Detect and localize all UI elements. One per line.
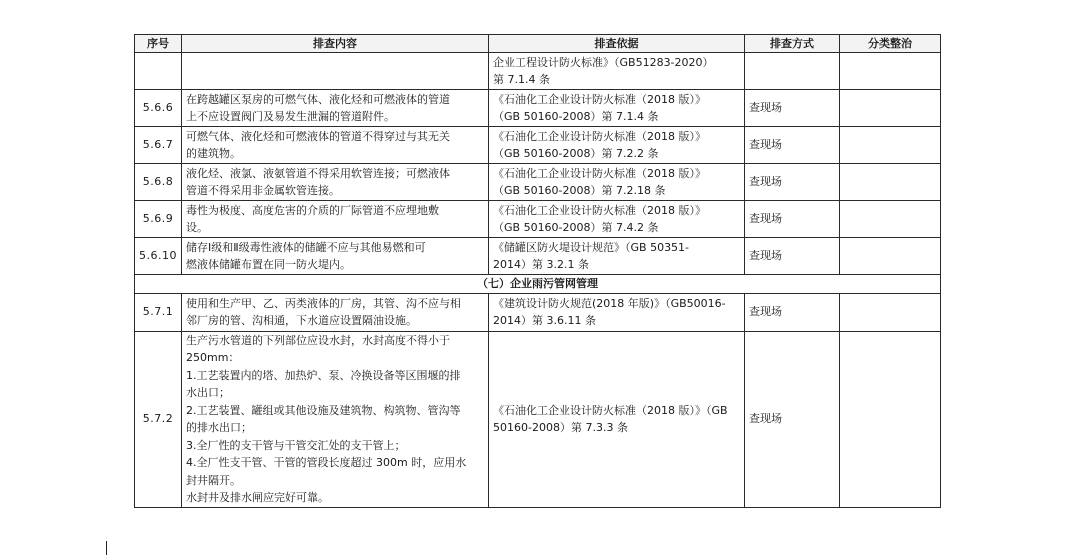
content-line: 毒性为极度、高度危害的介质的厂际管道不应埋地敷 bbox=[186, 203, 439, 217]
cell-content bbox=[182, 53, 489, 90]
content-line: 250mm： bbox=[186, 351, 240, 364]
header-basis: 排查依据 bbox=[489, 35, 745, 53]
cell-content bbox=[182, 127, 489, 164]
basis-line: 《石油化工企业设计防火标准（2018 版）》 bbox=[493, 203, 706, 217]
content-line: 可燃气体、液化烃和可燃液体的管道不得穿过与其无关 bbox=[186, 129, 450, 143]
table-row bbox=[135, 164, 941, 201]
cell-method: 查现场 bbox=[745, 127, 840, 164]
basis-line: 《石油化工企业设计防火标准（2018 版）》 bbox=[493, 166, 706, 180]
table-row bbox=[135, 293, 941, 331]
cell-basis bbox=[489, 164, 745, 201]
header-rectify: 分类整治 bbox=[840, 35, 941, 53]
basis-line: 《建筑设计防火规范(2018 年版)》（GB50016- bbox=[493, 296, 726, 310]
content-line: 邻厂房的管、沟相通，下水道应设置隔油设施。 bbox=[186, 314, 417, 327]
basis-line: 2014）第 3.2.1 条 bbox=[493, 258, 589, 271]
cell-no: 5.6.6 bbox=[135, 90, 182, 127]
cell-rectify bbox=[840, 53, 941, 90]
cell-content bbox=[182, 238, 489, 275]
header-content: 排查内容 bbox=[182, 35, 489, 53]
content-line: 4.全厂性支干管、干管的管段长度超过 300m 时，应用水 bbox=[186, 456, 467, 469]
header-no: 序号 bbox=[135, 35, 182, 53]
cell-no: 5.6.9 bbox=[135, 201, 182, 238]
cell-content bbox=[182, 293, 489, 331]
table-row bbox=[135, 90, 941, 127]
cell-no bbox=[135, 53, 182, 90]
content-line: 3.全厂性的支干管与干管交汇处的支干管上； bbox=[186, 438, 406, 452]
cell-basis bbox=[489, 201, 745, 238]
basis-line: （GB 50160-2008）第 7.2.2 条 bbox=[493, 147, 659, 160]
header-method: 排查方式 bbox=[745, 35, 840, 53]
cell-basis bbox=[489, 331, 745, 507]
cell-basis bbox=[489, 90, 745, 127]
basis-line: （GB 50160-2008）第 7.4.2 条 bbox=[493, 221, 659, 234]
page-edge-mark bbox=[106, 541, 107, 555]
basis-line: 企业工程设计防火标准》（GB51283-2020） bbox=[493, 55, 714, 69]
header-row bbox=[135, 35, 941, 53]
content-line: 的建筑物。 bbox=[186, 147, 241, 160]
cell-method: 查现场 bbox=[745, 164, 840, 201]
basis-line: 50160-2008）第 7.3.3 条 bbox=[493, 421, 628, 434]
cell-rectify bbox=[840, 127, 941, 164]
table-row bbox=[135, 53, 941, 90]
cell-basis bbox=[489, 238, 745, 275]
content-line: 液化烃、液氯、液氨管道不得采用软管连接；可燃液体 bbox=[186, 166, 450, 180]
content-line: 2.工艺装置、罐组或其他设施及建筑物、构筑物、管沟等 bbox=[186, 403, 461, 417]
cell-rectify bbox=[840, 331, 941, 507]
table-row bbox=[135, 238, 941, 275]
cell-content bbox=[182, 201, 489, 238]
content-line: 的排水出口； bbox=[186, 421, 252, 434]
content-line: 设。 bbox=[186, 221, 208, 234]
content-line: 燃液体储罐布置在同一防火堤内。 bbox=[186, 258, 351, 271]
content-line: 封井隔开。 bbox=[186, 473, 241, 487]
cell-rectify bbox=[840, 90, 941, 127]
cell-basis bbox=[489, 293, 745, 331]
basis-line: （GB 50160-2008）第 7.2.18 条 bbox=[493, 184, 666, 197]
cell-no: 5.6.8 bbox=[135, 164, 182, 201]
cell-basis bbox=[489, 53, 745, 90]
content-line: 1.工艺装置内的塔、加热炉、泵、冷换设备等区围堰的排 bbox=[186, 368, 461, 382]
content-line: 上不应设置阀门及易发生泄漏的管道附件。 bbox=[186, 110, 395, 123]
table-row bbox=[135, 331, 941, 507]
section-title: （七）企业雨污管网管理 bbox=[135, 275, 941, 294]
inspection-table bbox=[134, 34, 941, 508]
cell-method bbox=[745, 53, 840, 90]
cell-rectify bbox=[840, 164, 941, 201]
cell-no: 5.6.10 bbox=[135, 238, 182, 275]
cell-method: 查现场 bbox=[745, 331, 840, 507]
cell-rectify bbox=[840, 238, 941, 275]
cell-method: 查现场 bbox=[745, 201, 840, 238]
basis-line: 2014）第 3.6.11 条 bbox=[493, 314, 596, 327]
content-line: 在跨越罐区泵房的可燃气体、液化烃和可燃液体的管道 bbox=[186, 92, 450, 106]
cell-content bbox=[182, 164, 489, 201]
content-line: 使用和生产甲、乙、丙类液体的厂房，其管、沟不应与相 bbox=[186, 296, 461, 310]
cell-method: 查现场 bbox=[745, 238, 840, 275]
content-line: 管道不得采用非金属软管连接。 bbox=[186, 184, 340, 197]
cell-no: 5.7.2 bbox=[135, 331, 182, 507]
table-row bbox=[135, 127, 941, 164]
basis-line: 《石油化工企业设计防火标准（2018 版）》 bbox=[493, 129, 706, 143]
content-line: 储存Ⅰ级和Ⅱ级毒性液体的储罐不应与其他易燃和可 bbox=[186, 240, 426, 254]
cell-content bbox=[182, 90, 489, 127]
table-row bbox=[135, 201, 941, 238]
basis-line: 《石油化工企业设计防火标准（2018 版）》（GB bbox=[493, 403, 728, 417]
cell-rectify bbox=[840, 293, 941, 331]
cell-method: 查现场 bbox=[745, 293, 840, 331]
section-row bbox=[135, 275, 941, 294]
basis-line: 《储罐区防火堤设计规范》（GB 50351- bbox=[493, 240, 690, 254]
basis-line: 第 7.1.4 条 bbox=[493, 73, 550, 86]
content-line: 水封井及排水闸应完好可靠。 bbox=[186, 491, 329, 504]
cell-no: 5.7.1 bbox=[135, 293, 182, 331]
cell-content bbox=[182, 331, 489, 507]
cell-method: 查现场 bbox=[745, 90, 840, 127]
cell-no: 5.6.7 bbox=[135, 127, 182, 164]
cell-basis bbox=[489, 127, 745, 164]
basis-line: 《石油化工企业设计防火标准（2018 版）》 bbox=[493, 92, 706, 106]
content-line: 生产污水管道的下列部位应设水封，水封高度不得小于 bbox=[186, 333, 450, 347]
basis-line: （GB 50160-2008）第 7.1.4 条 bbox=[493, 110, 659, 123]
cell-rectify bbox=[840, 201, 941, 238]
content-line: 水出口； bbox=[186, 386, 230, 399]
